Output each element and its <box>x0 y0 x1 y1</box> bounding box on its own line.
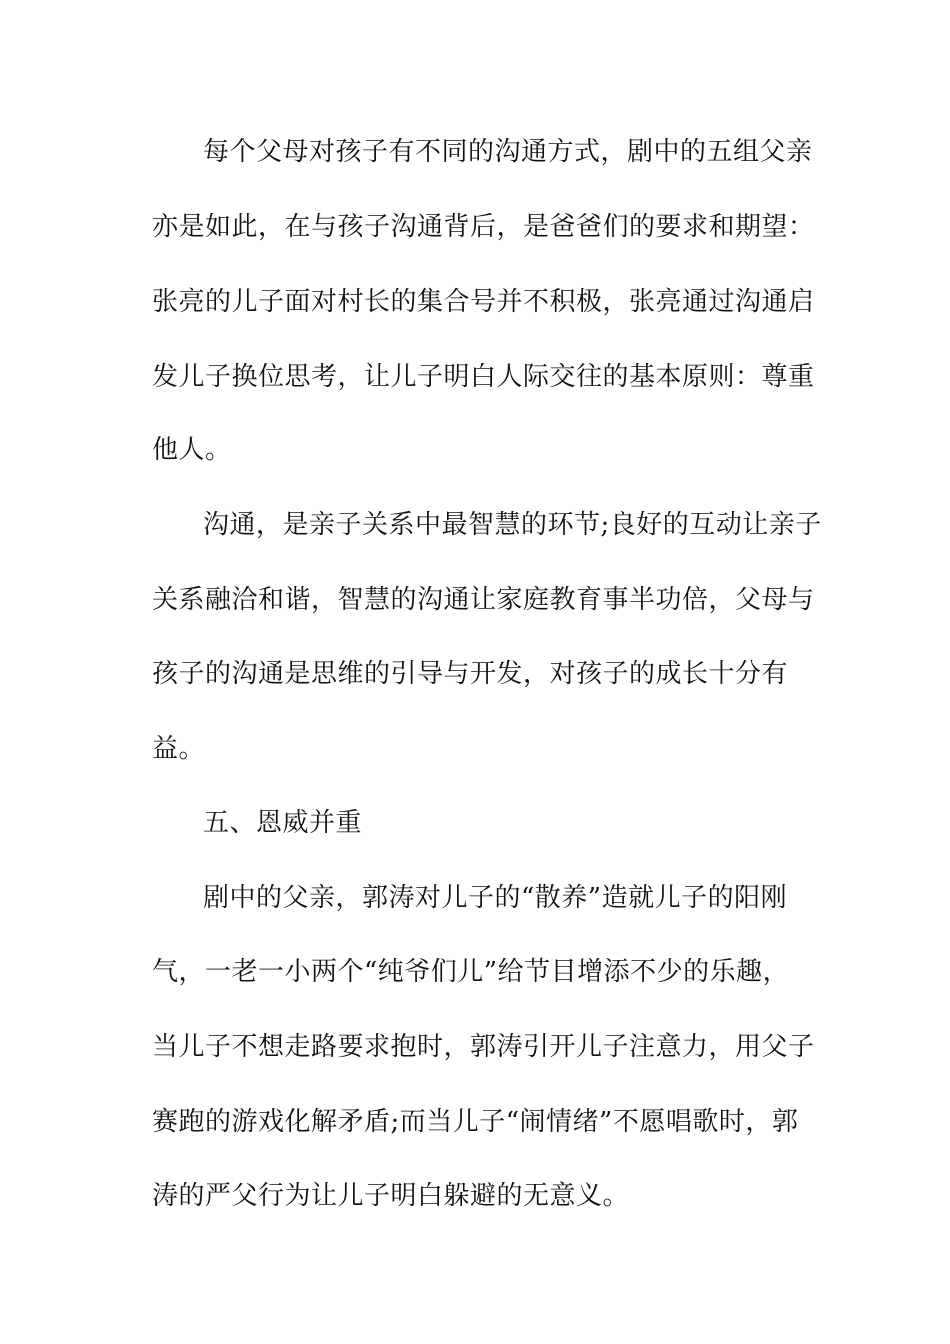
paragraph-1-line-2: 亦是如此，在与孩子沟通背后，是爸爸们的要求和期望： <box>152 212 815 242</box>
paragraph-3-line-4: 赛跑的游戏化解矛盾;而当儿子“闹情绪”不愿唱歌时，郭 <box>152 1107 799 1137</box>
paragraph-3-line-3: 当儿子不想走路要求抱时，郭涛引开儿子注意力，用父子 <box>152 1032 815 1062</box>
paragraph-2-line-3: 孩子的沟通是思维的引导与开发，对孩子的成长十分有 <box>152 659 789 689</box>
paragraph-3-line-5: 涛的严父行为让儿子明白躲避的无意义。 <box>152 1181 630 1211</box>
section-heading: 五、恩威并重 <box>203 808 363 838</box>
paragraph-2-line-2: 关系融洽和谐，智慧的沟通让家庭教育事半功倍，父母与 <box>152 585 815 615</box>
paragraph-3-line-1: 剧中的父亲，郭涛对儿子的“散养”造就儿子的阳刚 <box>203 883 788 913</box>
paragraph-2-line-1: 沟通，是亲子关系中最智慧的环节;良好的互动让亲子 <box>203 510 822 540</box>
paragraph-1-line-3: 张亮的儿子面对村长的集合号并不积极，张亮通过沟通启 <box>152 287 815 317</box>
paragraph-1-line-1: 每个父母对孩子有不同的沟通方式，剧中的五组父亲 <box>203 137 813 167</box>
paragraph-3-line-2: 气，一老一小两个“纯爷们儿”给节目增添不少的乐趣， <box>152 957 790 987</box>
paragraph-1-line-5: 他人。 <box>152 435 232 465</box>
paragraph-1-line-4: 发儿子换位思考，让儿子明白人际交往的基本原则：尊重 <box>152 362 815 392</box>
paragraph-2-line-4: 益。 <box>152 734 206 764</box>
